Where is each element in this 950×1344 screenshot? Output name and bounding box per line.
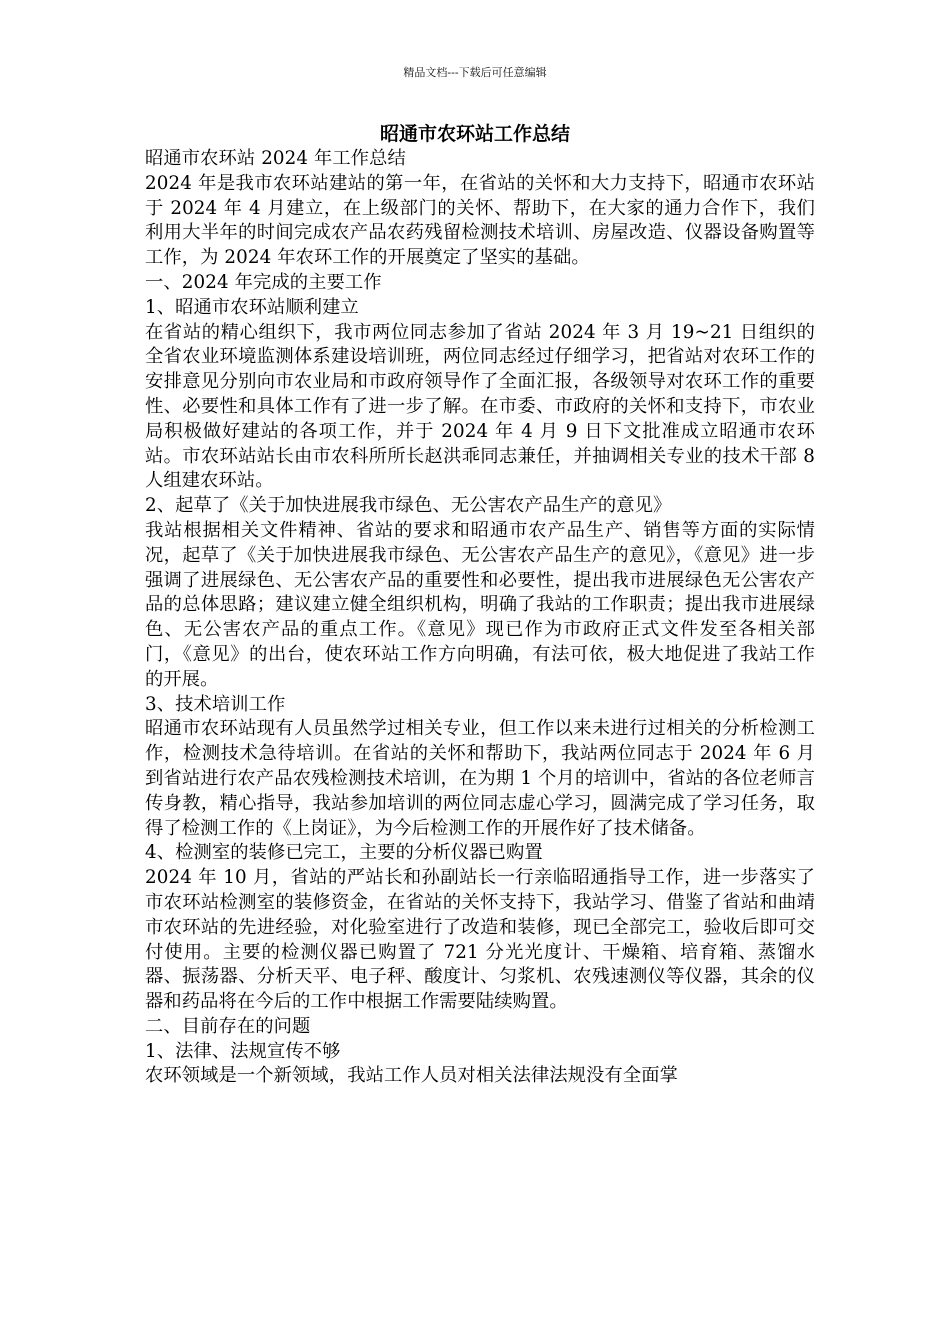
subsection-heading-1-3: 3、技术培训工作 [145, 693, 286, 715]
subtitle: 昭通市农环站 2024 年工作总结 [145, 148, 406, 169]
document-body [145, 147, 815, 1089]
subsection-heading-1-2: 2、起草了《关于加快进展我市绿色、无公害农产品生产的意见》 [145, 495, 672, 517]
section-heading-1: 一、2024 年完成的主要工作 [145, 271, 382, 293]
subsection-heading-1-4: 4、检测室的装修已完工，主要的分析仪器已购置 [145, 842, 543, 864]
section-heading-2: 二、目前存在的问题 [145, 1015, 311, 1037]
paragraph-1-1: 在省站的精心组织下，我市两位同志参加了省站 2024 年 3 月 19~21 日组织的全省农业环境监测体系建设培训班，两位同志经过仔细学习，把省站对农环工作的安排意见分别向市农业局和市政府领导作了全面汇报，各级领导对农环工作的重要性、必要性和具体工作有了进一步了解。在市委、市政府的关怀和支持下，市农业局积极做好建站的各项工作，并于 2024 年 4 月 9 日下文批准成立昭通市农环站。市农环站站长由市农科所所长赵洪乖同志兼任，并抽调相关专业的技术干部 8 人组建农环站。 [145, 321, 815, 492]
subsection-heading-2-1: 1、法律、法规宣传不够 [145, 1040, 341, 1062]
paragraph-2-1: 农环领域是一个新领域，我站工作人员对相关法律法规没有全面掌 [145, 1065, 679, 1087]
paragraph-1-4: 2024 年 10 月，省站的严站长和孙副站长一行亲临昭通指导工作，进一步落实了市农环站检测室的装修资金，在省站的关怀支持下，我站学习、借鉴了省站和曲靖市农环站的先进经验，对化验室进行了改造和装修，现已全部完工，验收后即可交付使用。主要的检测仪器已购置了 721 分光光度计、干燥箱、培育箱、蒸馏水器、振荡器、分析天平、电子秤、酸度计、匀浆机、农残速测仪等仪器，其余的仪器和药品将在今后的工作中根据工作需要陆续购置。 [145, 867, 815, 1013]
paragraph-1-2: 我站根据相关文件精神、省站的要求和昭通市农产品生产、销售等方面的实际情况，起草了《关于加快进展我市绿色、无公害农产品生产的意见》，《意见》进一步强调了进展绿色、无公害农产品的重要性和必要性，提出我市进展绿色无公害农产品的总体思路；建议建立健全组织机构，明确了我站的工作职责；提出我市进展绿色、无公害农产品的重点工作。《意见》现已作为市政府正式文件发至各相关部门，《意见》的出台，使农环站工作方向明确，有法可依，极大地促进了我站工作的开展。 [145, 519, 815, 690]
subsection-heading-1-1: 1、昭通市农环站顺利建立 [145, 296, 359, 318]
paragraph-intro: 2024 年是我市农环站建站的第一年，在省站的关怀和大力支持下，昭通市农环站于 2024 年 4 月建立，在上级部门的关怀、帮助下，在大家的通力合作下，我们利用大半年的时间完成农产品农药残留检测技术培训、房屋改造、仪器设备购置等工作，为 2024 年农环工作的开展奠定了坚实的基础。 [145, 172, 815, 269]
paragraph-1-3: 昭通市农环站现有人员虽然学过相关专业，但工作以来未进行过相关的分析检测工作，检测技术急待培训。在省站的关怀和帮助下，我站两位同志于 2024 年 6 月到省站进行农产品农残检测技术培训，在为期 1 个月的培训中，省站的各位老师言传身教，精心指导，我站参加培训的两位同志虚心学习，圆满完成了学习任务，取得了检测工作的《上岗证》，为今后检测工作的开展作好了技术储备。 [145, 718, 815, 839]
page-header: 精品文档---下载后可任意编辑 [403, 66, 547, 79]
document-title: 昭通市农环站工作总结 [379, 123, 570, 145]
